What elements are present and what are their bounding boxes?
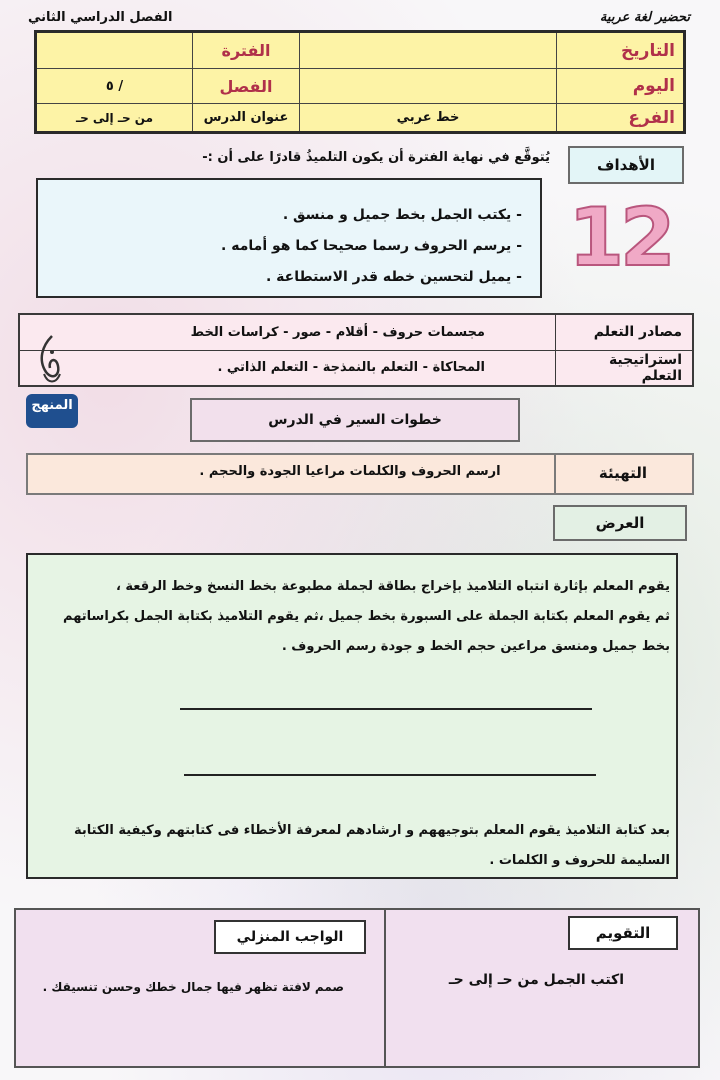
- presentation-paragraph: [50, 572, 670, 662]
- lesson-number-badge: 12: [568, 191, 672, 284]
- sources-label: مصادر التعلم: [556, 314, 694, 350]
- presentation-label: العرض: [553, 505, 687, 541]
- lesson-title-value: من حـ إلى حـ: [36, 104, 193, 133]
- paragraph-line: ثم يقوم المعلم بكتابة الجملة على السبورة بخط جميل ،ثم يقوم التلاميذ بكتابة الجمل بكراساتهم: [63, 609, 670, 624]
- objectives-intro: يُتوقَّع في نهاية الفترة أن يكون التلميذُ قادرًا على أن :-: [202, 150, 550, 165]
- subject-title: تحضير لغة عربية: [599, 10, 690, 25]
- closing-line: بعد كتابة التلاميذ يقوم المعلم بتوجيههم و ارشادهم لمعرفة الأخطاء فى كتابتهم وكيفية الكتابة: [73, 823, 670, 838]
- lesson-info-table: [34, 30, 686, 134]
- branch-value: خط عربي: [300, 104, 557, 133]
- sources-value: مجسمات حروف - أقلام - صور - كراسات الخط: [19, 314, 556, 350]
- branch-label: الفرع: [557, 104, 685, 133]
- lesson-title-label: عنوان الدرس: [193, 104, 300, 133]
- objective-item: - يرسم الحروف رسما صحيحا كما هو أمامه .: [221, 238, 522, 254]
- date-label: التاريخ: [557, 32, 685, 69]
- warmup-label: التهيئة: [598, 464, 648, 482]
- writing-line: [180, 708, 592, 710]
- strategy-label: استراتيجية التعلم: [556, 350, 694, 386]
- evaluation-label: التقويم: [568, 916, 678, 950]
- lesson-steps-title: خطوات السير في الدرس: [190, 398, 520, 442]
- period-value: [36, 32, 193, 69]
- logo-emblem-icon: [24, 332, 80, 436]
- evaluation-homework-divider: [384, 910, 386, 1066]
- paragraph-line: يقوم المعلم بإثارة انتباه التلاميذ بإخراج بطاقة لجملة مطبوعة بخط النسخ وخط الرقعة ،: [115, 579, 670, 594]
- class-value: / ٥: [36, 69, 193, 104]
- closing-line: السليمة للحروف و الكلمات .: [489, 853, 670, 868]
- day-label: اليوم: [557, 69, 685, 104]
- logo-text: المنهج: [31, 398, 73, 413]
- objective-item: - يكتب الجمل بخط جميل و منسق .: [282, 207, 522, 223]
- warmup-divider: [554, 455, 556, 493]
- date-value: [300, 32, 557, 69]
- paragraph-line: بخط جميل ومنسق مراعين حجم الخط و جودة رسم الحروف .: [281, 639, 670, 654]
- homework-label: الواجب المنزلي: [214, 920, 366, 954]
- writing-line: [184, 774, 596, 776]
- evaluation-text: اكتب الجمل من حـ إلى حـ: [448, 972, 624, 988]
- period-label: الفترة: [193, 32, 300, 69]
- publisher-logo: [24, 332, 80, 436]
- homework-text: صمم لافتة تظهر فيها جمال خطك وحسن تنسيقك .: [42, 980, 344, 994]
- resources-table: [18, 313, 694, 387]
- semester-title: الفصل الدراسي الثاني: [28, 10, 173, 25]
- day-value: [300, 69, 557, 104]
- warmup-text: ارسم الحروف والكلمات مراعيا الجودة والحجم .: [199, 464, 501, 479]
- presentation-closing: [50, 816, 670, 876]
- objectives-label: الأهداف: [568, 146, 684, 184]
- strategy-value: المحاكاة - التعلم بالنمذجة - التعلم الذاتي .: [19, 350, 556, 386]
- class-label: الفصل: [193, 69, 300, 104]
- objective-item: - يميل لتحسين خطه قدر الاستطاعة .: [265, 269, 522, 285]
- objectives-box: [36, 178, 542, 298]
